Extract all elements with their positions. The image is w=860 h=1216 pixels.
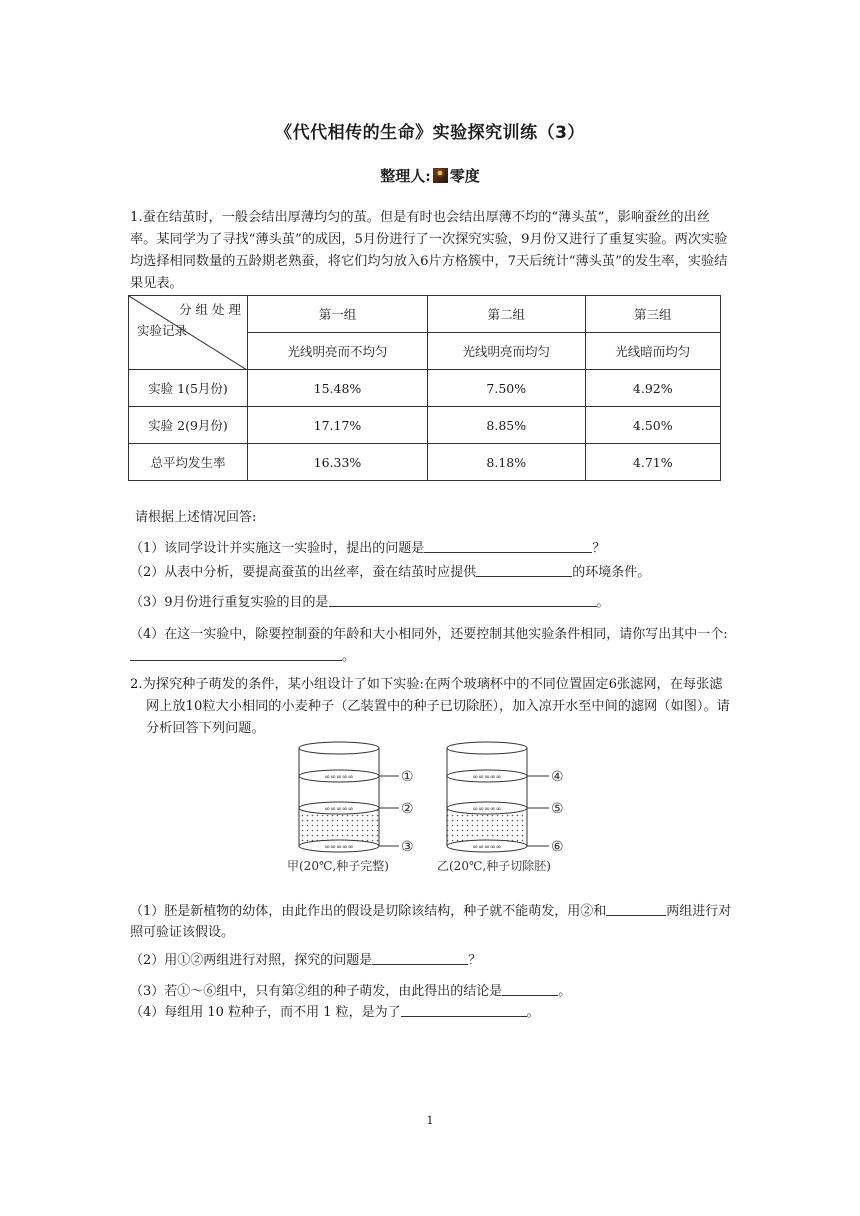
label-4: ④ — [551, 769, 564, 785]
q2-sub1-end: 两组进行对照可验证该假设。 — [130, 904, 732, 940]
q1-sub2-text: （2）从表中分析，要提高蚕茧的出丝率，蚕在结茧时应提供 — [130, 565, 477, 580]
q1-sub1-text: （1）该同学设计并实施这一实验时，提出的问题是 — [130, 541, 425, 556]
q1-sub4-text: （4）在这一实验中，除要控制蚕的年龄和大小相同外，还要控制其他实验条件相同，请你写出其中一个: — [130, 627, 728, 642]
cup-left — [299, 742, 399, 852]
q2-sub4 — [130, 1002, 735, 1023]
answer-blank[interactable] — [476, 562, 572, 577]
diag-top-label: 分 组 处 理 — [179, 302, 241, 317]
svg-text:∞∞∞∞∞: ∞∞∞∞∞ — [324, 773, 354, 781]
diagonal-header-cell — [129, 296, 248, 370]
answer-blank[interactable] — [424, 538, 592, 553]
page-title: 《代代相传的生命》实验探究训练（3） — [275, 123, 585, 143]
q1-sub2 — [130, 562, 740, 583]
q2-sub2 — [130, 950, 735, 971]
q1-sub3-text: （3）9月份进行重复实验的目的是 — [130, 595, 329, 610]
q1-sub3 — [130, 592, 740, 613]
caption-left: 甲(20℃,种子完整) — [287, 859, 389, 873]
value-cell: 8.85% — [427, 407, 585, 444]
value-cell: 15.48% — [248, 370, 428, 407]
q2-sub1-text: （1）胚是新植物的幼体，由此作出的假设是切除该结构，种子就不能萌发，用②和 — [130, 904, 607, 919]
diag-bottom-label: 实验记录 — [137, 323, 188, 338]
answer-blank[interactable] — [606, 901, 666, 916]
q1-sub1 — [130, 538, 740, 559]
q1-sub4-end: 。 — [342, 649, 356, 664]
caption-right: 乙(20℃,种子切除胚) — [437, 859, 551, 873]
q1-sub4 — [130, 624, 738, 668]
cup-right — [447, 742, 549, 852]
group-header: 第一组 — [248, 296, 428, 333]
table-row — [129, 370, 721, 407]
value-cell: 17.17% — [248, 407, 428, 444]
q2-sub4-text: （4）每组用 10 粒种子，而不用 1 粒，是为了 — [130, 1005, 401, 1020]
row-label: 实验 2(9月份) — [129, 407, 248, 444]
label-1: ① — [401, 769, 414, 785]
row-label: 总平均发生率 — [129, 444, 248, 481]
q1-sub3-end: 。 — [596, 595, 610, 610]
svg-text:∞∞∞∞∞: ∞∞∞∞∞ — [472, 843, 502, 851]
q2-sub1 — [130, 901, 735, 943]
value-cell: 4.92% — [585, 370, 720, 407]
author-label: 整理人: — [380, 167, 431, 185]
svg-text:∞∞∞∞∞: ∞∞∞∞∞ — [324, 843, 354, 851]
table-row — [129, 407, 721, 444]
row-label: 实验 1(5月份) — [129, 370, 248, 407]
value-cell: 16.33% — [248, 444, 428, 481]
results-table — [128, 295, 721, 481]
group-header: 第二组 — [427, 296, 585, 333]
answer-blank[interactable] — [130, 646, 342, 661]
answer-blank[interactable] — [329, 592, 597, 607]
value-cell: 4.50% — [585, 407, 720, 444]
svg-text:∞∞∞∞∞: ∞∞∞∞∞ — [472, 805, 502, 813]
condition-cell: 光线明亮而不均匀 — [248, 333, 428, 370]
label-3: ③ — [401, 839, 414, 855]
condition-cell: 光线明亮而均匀 — [427, 333, 585, 370]
q2-sub2-end: ？ — [468, 953, 482, 968]
q1-sub1-end: ？ — [592, 541, 606, 556]
value-cell: 8.18% — [427, 444, 585, 481]
q2-intro: 2.为探究种子萌发的条件，某小组设计了如下实验:在两个玻璃杯中的不同位置固定6张滤网，在每张滤网上放10粒大小相同的小麦种子（乙装置中的种子已切除胚），加入凉开水至中间的滤网（如图）。请分析回答下列问题。 — [130, 677, 730, 736]
value-cell: 7.50% — [427, 370, 585, 407]
label-2: ② — [401, 801, 414, 817]
answer-blank[interactable] — [372, 950, 468, 965]
q2-sub2-text: （2）用①②两组进行对照，探究的问题是 — [130, 953, 373, 968]
author-logo-icon — [433, 168, 448, 183]
condition-cell: 光线暗而均匀 — [585, 333, 720, 370]
q1-intro: 1.蚕在结茧时，一般会结出厚薄均匀的茧。但是有时也会结出厚薄不均的“薄头茧”，影响蚕丝的出丝率。某同学为了寻找“薄头茧”的成因，5月份进行了一次探究实验，9月份又进行了重复实验。两次实验均选择相同数量的五龄期老熟蚕，将它们均匀放入6片方格簇中，7天后统计“薄头茧”的发生率，实验结果见表。 — [130, 210, 728, 291]
value-cell: 4.71% — [585, 444, 720, 481]
q2-sub3 — [130, 981, 735, 1002]
svg-text:∞∞∞∞∞: ∞∞∞∞∞ — [472, 773, 502, 781]
answer-blank[interactable] — [401, 1002, 527, 1017]
label-5: ⑤ — [551, 801, 564, 817]
q1-sub2-end: 的环境条件。 — [572, 565, 651, 580]
q2-sub4-end: 。 — [526, 1005, 540, 1020]
group-header: 第三组 — [585, 296, 720, 333]
table-row — [129, 444, 721, 481]
q1-prompt: 请根据上述情况回答: — [135, 510, 257, 525]
author-line — [0, 165, 860, 186]
author-name: 零度 — [449, 167, 480, 185]
svg-text:∞∞∞∞∞: ∞∞∞∞∞ — [324, 805, 354, 813]
seed-germination-figure — [285, 738, 585, 878]
label-6: ⑥ — [551, 839, 564, 855]
q2-sub3-end: 。 — [558, 984, 572, 999]
q2-sub3-text: （3）若①～⑥组中，只有第②组的种子萌发，由此得出的结论是 — [130, 984, 503, 999]
page-number: 1 — [426, 1114, 434, 1127]
answer-blank[interactable] — [502, 981, 558, 996]
